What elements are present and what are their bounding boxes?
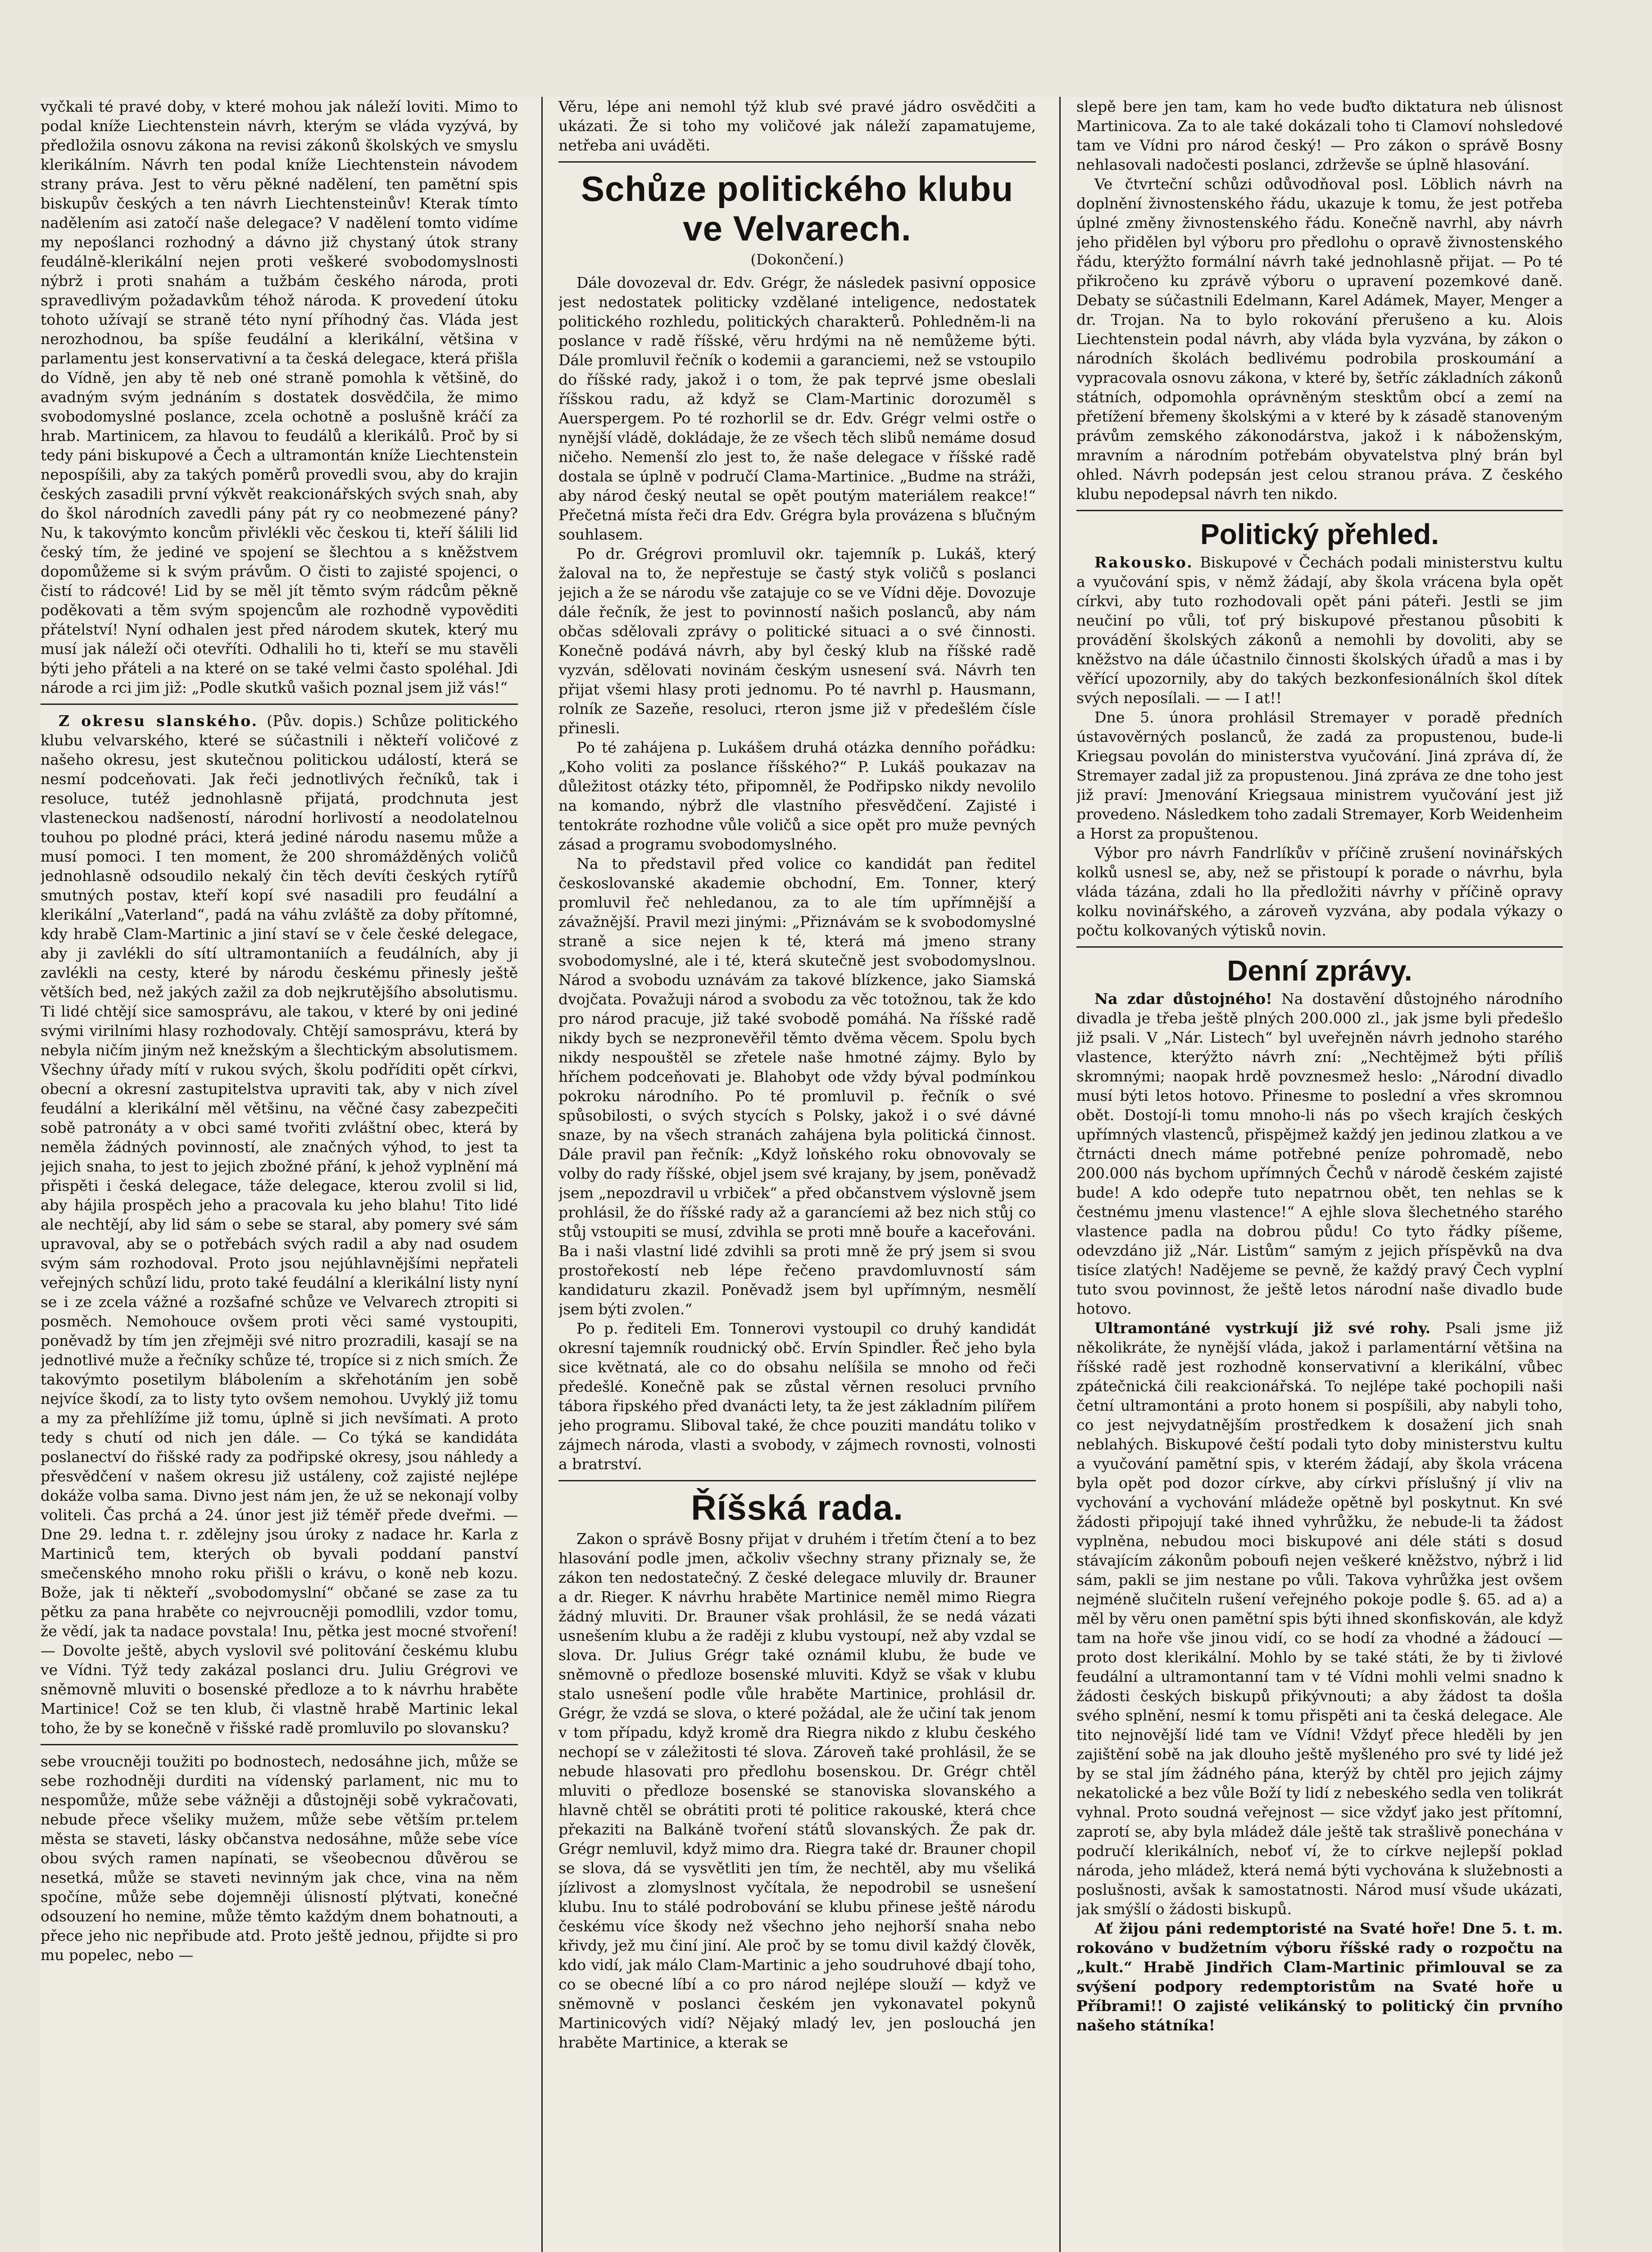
article-body: Na dostavění důstojného národního divadla je třeba ještě plných 200.000 zl., jak jsme byli předešlo již psali. V „Nár. Listech“ byl uveřejněn návrh jednoho starého vlastence, kterýžto návrh zní: „Nechtějmež býti příliš skromnými; naopak hrdě povznesmež heslo: „Národní divadlo musí býti letos hotovo. Přinesme to poslední a vřes skromnou obět. Dostojí-li tomu mnoho-li nás po všech krajích českých upřímných vlastenců, přispějmež každý jen jedinou zlatkou a ve čtrnácti dnech máme potřebné peníze pohromadě, nebo 200.000 nás bychom upřímných Čechů v národě českém zajisté bude! A kdo odepře tuto nepatrnou obět, ten nehlas se k čestnému jmenu vlastence!“ A ejhle slova šlechetného starého vlastence padla na dobrou půdu! Co tyto řádky píšeme, odevzdáno již „Nár. Listům“ samým z jejich příspěvků na dva tisíce zlatých! Nadějeme se pevně, že každý pravý Čech vyplní tuto svou povinnost, že ještě letos národní naše divadlo bude hotovo. [1076,990,1563,1317]
headline-subtitle: (Dokončení.) [750,251,844,268]
section-divider [558,161,1036,163]
column-left [41,97,518,2252]
article-lead: Rakousko. [1094,554,1194,571]
section-divider [558,1480,1036,1481]
paragraph [1076,1318,1563,1919]
paragraph: Po p. řediteli Em. Tonnerovi vystoupil co druhý kandidát okresní tajemník roudnický obč. Ervín Spindler. Řeč jeho byla sice květnatá, ale co do obsahu nelíšila se mnoho od řeči předešlé. Konečně pak se zůstal věrnen resoluci prvního tábora řipského před dvanácti lety, ta že jest základním pilířem jeho programu. Sliboval také, že chce pouziti mandátu toliko v zájmech národa, vlasti a svobody, v zájmech rovnosti, volnosti a bratrství. [558,1320,1036,1473]
article-source: (Pův. dopis.) [267,712,363,730]
article-okres-slanskeho [41,711,518,1738]
paragraph: Po dr. Grégrovi promluvil okr. tajemník p. Lukáš, který žaloval na to, že nepřestuje se častý styk voličů s poslanci jejich a že se národu vše zatajuje co se ve Vídni děje. Dovozuje dále řečník, že jest to povinností našich poslanců, aby nám občas sdělovali zprávy o politické situaci a o své činnosti. Konečně podává návrh, aby byl český klub na říšské radě vyzván, sdělovati novinám českým usnesení svá. Návrh ten přijat všemi hlasy proti jednomu. Po té navrhl p. Hausmann, rolník ze Sazeňe, resoluci, rteron jsme již v předešlém čísle přinesli. [558,545,1036,737]
headline-risska-rada: Říšská rada. [691,1488,903,1527]
newspaper-page [41,97,1563,2252]
paragraph: Dne 5. února prohlásil Stremayer v poradě předních ústavověrných poslanců, že zadá za propustenou, bude-li Kriegsau povolán do ministerstva vyučování. Jiná zpráva dí, že Stremayer zadal již za propustenou. Jiná zpráva ze dne toho jest již praví: Jmenování Kriegsaua ministrem vyučování jest již provedeno. Následkem toho zadali Stremayer, Korb Weidenheim a Horst za propuštenou. [1076,708,1563,842]
column-right [1076,97,1563,2252]
section-divider [1076,946,1563,948]
article-continuation: vyčkali té pravé doby, v které mohou jak náleží loviti. Mimo to podal kníže Liechtenstein návrh, kterým se vláda vyzývá, by předložila osnovu zákona na revisi zákonů školských ve smyslu klerikálním. Návrh ten podal kníže Liechtenstein návodem strany práva. Jest to věru pěkné nadělení, ten pamětní spis biskupův českých a ten návrh Liechtensteinův! Kterak tímto nadělením asi zatočí naše delegace? V nadělení tomto vidíme my nepoślanci rozhodný a dávno již chystaný útok strany feudálně-klerikální nejen proti veškeré svobodomyslnosti nýbrž i proti snahám a tužbám českého národa, proti spravedlivým požadavkům téhož národa. K provedení útoku tohoto užívají se straně této nyní příhodný čas. Vláda jest nerozhodnou, ba spíše feudální a klerikální, většina v parlamentu jest konservativní a ta česká delegace, která přišla do Vídně, jen aby tě neb oné straně pomohla k většině, do avadným svým jednáním s dostatek dosvědčila, že mimo svobodomyslné poslance, zcela ochotně a poslušně kráčí za hrab. Martinicem, za hlavou to feudálů a klerikálů. Proč by si tedy páni biskupové a Čech a ultramontán kníže Liechtenstein nepospíšili, aby za takých poměrů provedli svou, aby do krajin českých zasadili první výkvět reakcionářských svých snah, aby do škol národních zavedli pány pát ry co neobmezené pány? Nu, k takovýmto koncům přivlékli věc českou ti, kteří šálili lid český tím, že jediné ve spojení se šlechtou a s kněžstvem dopomůžeme si k svým právům. O čisti to zajisté spojenci, o čistí to rádcové! Lid by se měl jít těmto svým rádcům pěkně poděkovati a těm svým spojencům ale rozhodně vypověditi přátelství! Nyní odhalen jest před národem skutek, který mu musí jak náleží oči otevříti. Odhalili ho ti, kteří se mu stavěli býti jeho přáteli a na které on se také velmi často spoléhal. Jdi národe a rci jim již: „Podle skutků vašich poznal jsem již vás!“ [41,98,518,696]
article-lead: Z okresu slanského. [59,712,259,730]
paragraph: Zakon o správě Bosny přijat v druhém i třetím čtení a to bez hlasování podle jmen, ačkoliv všechny strany přiznaly se, že zákon ten nedostatečný. Z české delegace mluvily dr. Brauner a dr. Rieger. K návrhu hraběte Martinice neměl mimo Riegra žádný mluviti. Dr. Brauner však prohlásil, že se nedá vázati usnešením klubu a že raději z klubu vystoupí, než aby vzdal se slova. Dr. Julius Grégr také oznámil klubu, že bude ve sněmovně o předloze bosenské mluviti. Když se však v klubu stalo usnešení podle vůle hraběte Martinice, prohlásil dr. Grégr, že vzdá se slova, o které požádal, ale že učiní tak jenom v tom případu, když kromě dra Riegra nikdo z klubu českého nechopí se v záležitosti té slova. Zároveň také prohlásil, že se nebude hlasovati pro předlohu bosenskou. Dr. Grégr chtěl mluviti o předloze bosenské se stanoviska slovanského a hlavně chtěl se obrátiti proti té politice rakouské, která chce překaziti na Balkáně tvoření států slovanských. Že pak dr. Grégr nemluvil, když mimo dra. Riegra také dr. Brauner chopil se slova, dá se vysvětliti jen tím, že nechtěl, aby mu všeliká jízlivost a zlomyslnost vyčítala, že nepodrobil se usnešení klubu. Inu to stálé podrobování se klubu přinese ještě národu českému více škody než všechno jeho nejhorší snaha nebo křivdy, jež mu činí jiní. Ale proč by se tomu divil každý člověk, kdo vidí, jak málo Clam-Martinic a jeho soudruhové dbají toho, co se obecné líbí a co pro národ nejlépe slouží — když ve sněmovně v poslanci českém jen vykonavatel pokynů Martinicových vidí? Nějaký mladý lev, jen poslouchá jen hraběte Martinice, a kterak se [558,1530,1036,2051]
article-continuation: Věru, lépe ani nemohl týž klub své pravé jádro osvědčiti a ukázati. Že si toho my voličové jak náleží zapamatujeme, netřeba ani uváděti. [558,98,1036,154]
article-body: Biskupové v Čechách podali ministerstvu kultu a vyučování spis, v němž žádají, aby škola vrácena byla opět církvi, aby tuto rozhodovali opět páni páteři. Jestli se jim neučiní po vůli, toť prý biskupové přestanou působiti k provádění školských zákonů a nemohli by dovoliti, aby se kněžstvo na dále účastnilo činnosti školských úřadů a mas i by věřící upozornily, aby do takých bezkonfesionálních škol dítek svých neposílali. — — I at!! [1076,554,1563,707]
paragraph: Na to představil před volice co kandidát pan ředitel českoslovanské akademie obchodní, Em. Tonner, který promluvil řeč nehledanou, za to ale tím upřímnější a závažnější. Pravil mezi jinými: „Přiznávám se k svobodomyslné straně a sice nejen k té, která má jmeno strany svobodomyslné, ale i té, která skutečně jest svobodomyslnou. Národ a svobodu uznávám za takové blízkence, jako Siamská dvojčata. Považuji národ a svobodu za věc totožnou, tak že kdo pro národ pracuje, již také svobodě pomáhá. Na říšské radě nikdy bych se nezpronevěřil těmto dvěma věcem. Spolu bych nikdy nespouštěl se zřetele naše hmotné zájmy. Bylo by hříchem podceňovati je. Blahobyt ode vždy býval podmínkou pokroku národního. Po té promluvil p. řečník o své spůsobilosti, o svých stycích s Polsky, jakož i o své dávné snaze, by na všech stranách zahájena byla politická činnost. Dále pravil pan řečník: „Když loňského roku obnovovaly se volby do rady říšské, objel jsem své krajany, by jsem, poněvadž jsem „nepozdravil u vrbiček“ a před občanstvem výslovně jsem prohlásil, že do říšské rady až a garancíemi až bez nich stůj co stůj vstoupiti se musí, zdvihla se proti mně bouře a kaceřováni. Ba i naši vlastní lidé zdvihli sa proti mně že prý jsem si svou prostořekostí neb lépe řečeno pravdomluvností sám kandidaturu zkazil. Poněvadž jsem byl upřímným, nesmělí jsem býti zvolen.“ [558,855,1036,1318]
section-divider [41,704,518,705]
article-lead: Na zdar důstojného! [1094,990,1272,1008]
article-body: Psali jsme již několikráte, že nynější vláda, jakož i parlamentární většina na říšské radě jest rozhodně konservativní a klerikální, vůbec zpátečnická čili reakcionářská. To nejlépe také pochopili naši četní ultramontáni a proto honem si pospíšili, aby nabyli toho, co jest nejvydatnějším prostředkem k dosažení jich snah neblahých. Biskupové čeští podali tyto doby ministerstvu kultu a vyučování pamětní spis, v kterém žádají, aby škola vrácena byla opět pod dozor církve, aby církvi příslušný jí vliv na vychování a vychování mládeže opětně byl poskytnut. Kn své žádosti připojují také ihned vyhrůžku, že nebude-li ta žádost vyplněna, nebudou moci biskupové ani déle státi s dosud stávajícím zákonům poboufi nejen veškeré kněžstvo, nýbrž i lid sám, pakli se jim nestane po vůli. Takova vyhrůžka jest ovšem nejméně slučiteln rušení veřejného pokoje podle §. 65. ad a) a měl by věru onen pamětní spis býti ihned skonfiskován, ale když tam na hoře vše jinou vidí, co se hodí za vhodné a žádoucí — proto dost klerikální. Mohlo by se také státi, že by ti živlové feudální a ultramontanní tam v té Vídni mohli velmi snadno k žádosti českých biskupů přikývnouti; a aby žádost ta došla svého splnění, nesmí k tomu přispěti ani ta česká delegace. Ale tito nejnovější lidé tam ve Vídni! Vždyť přece hleděli by jen zajištění sobě na jak dlouho ještě myšleného pro své ty lidé jež by se stal jím žádného pána, kterýž by chtěl pro jejich zájmy nekatolické a bez vůle Boží ty lidí z nebeského sedla ven tolikrát vyhnal. Proto soudná veřejnost — sice vždyť jako jest přítomní, zaprotí se, aby byla mládež dále ještě tak strašlivě ponechána v područí klerikálních, neboť ví, že to církve nejlepší poklad národa, jeho mládež, která nemá býti vychována k služebnosti a poslušnosti, avšak k samostatnosti. Národ musí všude ukázati, jak smýšlí o žádosti biskupů. [1076,1319,1563,1918]
article-lead: Ultramontáné vystrkují již své rohy. [1094,1319,1431,1337]
section-divider [41,1744,518,1745]
headline-politicky-prehled: Politický přehled. [1200,518,1439,550]
article-lead: Ať žijou páni redemptoristé na Svaté hoře! [1094,1920,1456,1937]
paragraph [1076,1919,1563,2035]
article-body: Dne 5. t. m. rokováno v budžetním výboru říšské rady o rozpočtu na „kult.“ Hrabě Jindřich Clam-Martinic přimlouval se za svýšení podpory redemptoristům na Svaté hoře u Příbrami!! O zajisté velikánský to politický čin prvního našeho státníka! [1076,1920,1563,2034]
paragraph: Ve čtvrteční schůzi odůvodňoval posl. Löblich návrh na doplnění živnostenského řádu, ukazuje k tomu, že jest potřeba úplné změny živnostenského řádu. Konečně navrhl, aby návrh jeho přidělen byl výboru pro předlohu o opravě živnostenského řádu, kterýžto formální návrh také jednohlasně přijat. — Po té přikročeno ku zprávě výboru o upravení pozemkové daně. Debaty se súčastnili Edelmann, Karel Adámek, Mayer, Menger a dr. Trojan. Na to bylo rokování přerušeno a ku. Alois Liechtenstein podal návrh, aby vláda byla vyzvána, by zákon o národních školách bedlivému podrobila proskoumání a vypracovala osnovu zákona, v které by, šetříc základních zákonů státních, odpomohla oprávněným stesktům obcí a zemí na přetížení břemeny školskými a v které by k zásadě stanoveným právům zemského zákonodárstva, jakož i k náboženským, mravním a národním potřebám obyvatelstva plný brán byl ohled. Návrh podepsán jest celou stranou práva. Z českého klubu nepodepsal návrh ten nikdo. [1076,175,1563,503]
paragraph: Po té zahájena p. Lukášem druhá otázka denního pořádku: „Koho voliti za poslance říšského?“ P. Lukáš poukazav na důležitost otázky této, připomněl, že Podřipsko nikdy nevolilo na komando, nýbrž dle vlastního přesvědčení. Zajisté i tentokráte rozhodne vůle voličů a sice opět pro muže pevných zásad a programu svobodomyslného. [558,739,1036,853]
column-middle [558,97,1036,2252]
paragraph: Výbor pro návrh Fandrlíkův v příčině zrušení novinářských kolků usnesl se, aby, než se přistoupí k porade o návrhu, byla vláda tázána, zdali ho lla předložiti návrhy v příčině opravy kolku novinářského, a zároveň vyzvána, aby podala výkazy o počtu kolkovaných výtisků novin. [1076,844,1563,939]
article-body: Schůze politického klubu velvarského, které se súčastnili i někteří voličové z našeho okresu, jest skutečnou politickou událostí, která se nesmí podceňovati. Jak řeči jednotlivých řečníků, tak i resoluce, tutéž jednohlasně přijatá, prodchnuta jest vlastenеckou nadšeností, národní horlivostí a neodolatelnou touhou po plodné práci, která jediné národu nasemu může a musí pomoci. I ten moment, že 200 shromážděných voličů jednohlasně odsoudilo nekalý čin těch devíti českých rytířů smutných postav, kteří kopí své nasadili pro feudální a klerikální „Vaterland“, padá na váhu zvláště za doby přítomné, kdy hrabě Clam-Martinic a jiní staví se v čele české delegace, aby ji zavlékli do sítí ultramontaniích a feudálních, aby ji zavlékli na cesty, které by národu českému přinesly ještě větších bed, než jakých zažil za dob nejkrutějšího absolutismu. Ti lidé chtějí sice samosprávu, ale takou, v které by oni jediné svými virilními hlasy rozhodovaly. Chtějí samosprávu, která by nebyla ničím jiným než knežským a šlechtickým absolutismem. Všechny úřady mítí v rukou svých, školu podříditi opět církvi, obecní a okresní zastupitelstva upraviti tak, aby v nich zível feudální a klerikální měl většinu, na věčné časy zabezpečiti sobě patronáty a v obci samé tvořiti zvláštní obec, která by neměla žádných povinností, ale značných výhod, to jest ta jejich snaha, to jest to jejich zbožné přání, k jehož vyplnění má přispěti i česká delegace, táže delegace, kterou zvolil si lid, aby hájila prospěch jeho a pracovala ku jeho blahu! Tito lidé ale nechtějí, aby lid sám o sebe se staral, aby pomery své sám upravoval, aby se o potřebách svých radil a aby nad osudem svým sám rozhodoval. Proto jsou nejúhlavnějšími nepřateli veřejných schůzí lidu, proto také feudální a klerikální listy nyní se i ze zcela vážné a rozšafné schůze ve Velvarech ztropiti si posměch. Nemohouce ovšem proti věci samé vystoupiti, poněvadž by tím jen zřejměji své nitro prozradili, kasají se na jednotlivé muže a řečníky schůze té, tropíce si z nich smích. Že takovýmto posetilym blábolením a skřehotáním jen sobě nejvíce škodí, za to listy tyto ovšem nemohou. Uvyklý již tomu a my za přehlížíme již tomu, úplně si jich nevšímati. A proto tedy s chutí od nich jen dále. — Co týká se kandidáta poslanectví do řišské rady za podřipské okresy, jsou náhledy a přesvědčení v našem okresu již ustáleny, což zajisté nejlépe dokáže volba sama. Divno jest nám jen, že už se nekonají volby voliteli. Čas prchá a 24. únor jest již téměř přede dveřmi. — Dne 29. ledna t. r. zdělejny jsou úroky z nadace hr. Karla z Martiniců tem, kterých ob byvali poddaní panství smečenského mnoho roku přišli o krávu, o koně neb kozu. Bože, jak ti někteří „svobodomyslní“ občané se zase za tu pětku za pana hraběte co nejvroucněji pomodlili, vzdor tomu, že vědí, jak ta nadace povstala! Inu, pětka jest mocné stvoření! — Dovolte ještě, abych vyslovil své politování českému klubu ve Vídni. Týž tedy zakázal poslanci dru. Juliu Grégrovi ve sněmovně mluviti o bosenské předloze a to k návrhu hraběte Martinice! Což se ten klub, či vlastně hrabě Martinic lekal toho, že by se konečně v řišské radě promluvilo po slovansku? [41,712,518,1737]
column-rule [1059,97,1061,2252]
column-rule [541,97,543,2252]
paragraph [1076,989,1563,1318]
headline-denni-zpravy: Denní zprávy. [1227,954,1412,987]
paragraph: Dále dovozeval dr. Edv. Grégr, že následek pasivní opposice jest nedostatek politicky vzdělané inteligence, nedostatek politického rozhledu, politických charakterů. Pohledněm-li na poslance v radě říšské, věru hrdými na ně nemůžeme býti. Dále promluvil řečník o kodemii a garanciemi, než se vstoupilo do říšské rady, jakož i o tom, že pak teprvé jsme obeslali říšskou radu, až když se Clam-Martinic dorozuměl s Auerspergem. Po té rozhorlil se dr. Edv. Grégr velmi ostře o nynější vládě, dokládaje, že ze všech těch slibů nemáme dosud ničeho. Nemenší zlo jest to, že naše delegace v říšské radě dostala se úplně v područí Clama-Martinice. „Budme na stráži, aby národ český neutal se opět poutým materiálem reakce!“ Přečetná místa řeči dra Edv. Grégra byla provázena s bľučným souhlasem. [558,274,1036,543]
section-divider [1076,510,1563,511]
feuilleton-text: sebe vroucněji toužiti po bodnostech, nedosáhne jich, může se sebe rozhodněji durditi na vídenský parlament, nic mu to nespomůže, může sebe vážněji a důstojněji sobě vykračovati, nebude přece všeliky mužem, může sebe větším pr.telem města se staveti, lásky občanstva nedosáhne, může sebe více obou svých ramen napínati, se všeobecnou důvěrou se nesetká, může se staveti nevinným jak chce, vina na něm spočíne, může sebe dojemněji úlisností plýtvati, konečné odsouzení ho nemine, může těmto každým dnem bohatnouti, a přece jeho nic nepřibude atd. Proto ještě jednou, přijdte si pro mu popelec, nebo — [41,1753,518,1964]
article-continuation: slepě bere jen tam, kam ho vede buďto diktatura neb úlisnost Martinicova. Za to ale také dokázali toho ti Clamoví nohsledové tam ve Vídni pro národ český! — Pro zákon o správě Bosny nehlasovali nadočesti poslanci, zdrževše se úplně hlasování. [1076,98,1563,173]
headline-schuze: Schůze politického klubu ve Velvarech. [581,169,1014,248]
paragraph [1076,553,1563,708]
